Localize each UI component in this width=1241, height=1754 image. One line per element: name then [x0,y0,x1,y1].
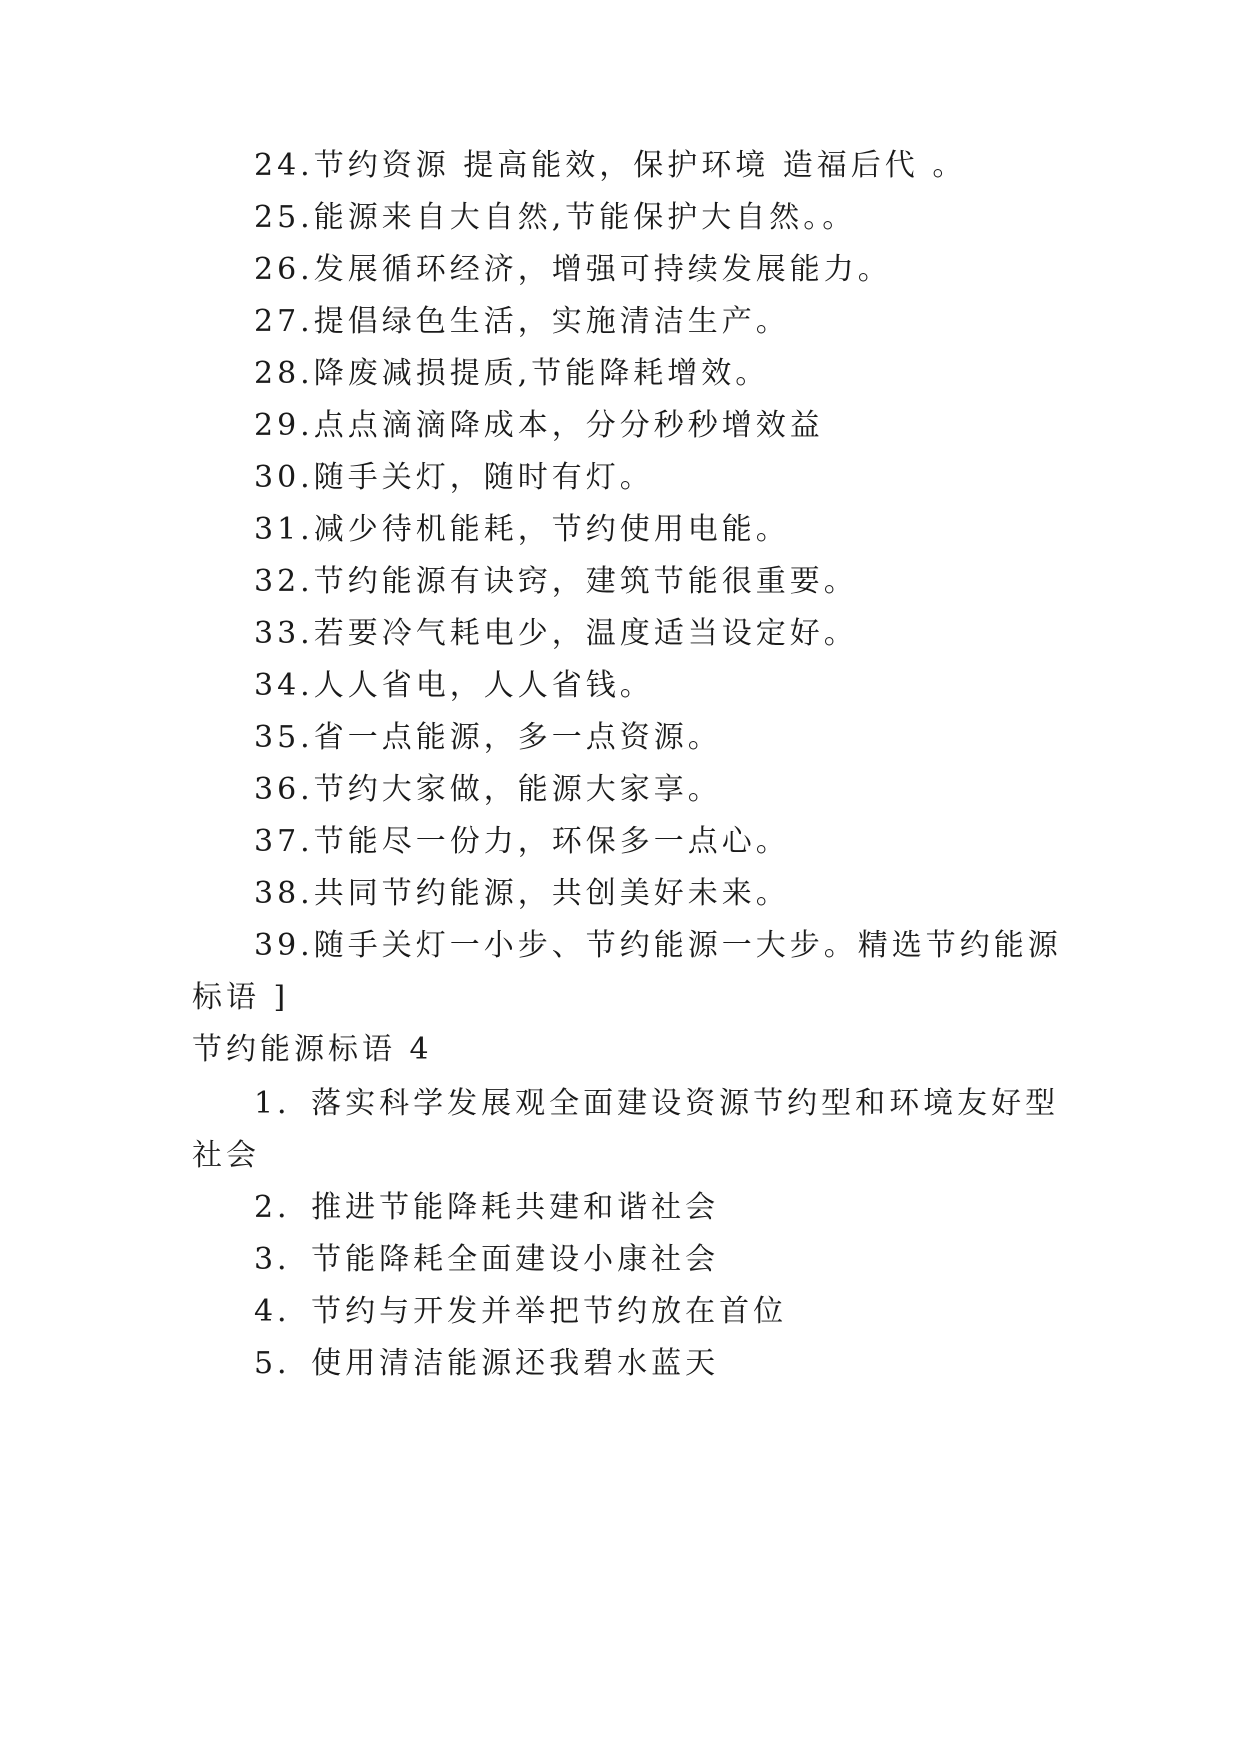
slogan-1-continued: 社会 [192,1138,260,1173]
slogan-39: 39.随手关灯一小步、节约能源一大步。精选节约能源 [254,928,1062,963]
slogan-37: 37.节能尽一份力，环保多一点心。 [254,824,790,859]
slogan-24: 24.节约资源 提高能效，保护环境 造福后代 。 [254,148,967,183]
slogan-2: 2．推进节能降耗共建和谐社会 [254,1190,720,1225]
slogan-39-continued: 标语 ] [192,980,290,1015]
slogan-29: 29.点点滴滴降成本，分分秒秒增效益 [254,408,824,443]
slogan-31: 31.减少待机能耗，节约使用电能。 [254,512,790,547]
slogan-27: 27.提倡绿色生活，实施清洁生产。 [254,304,790,339]
slogan-26: 26.发展循环经济，增强可持续发展能力。 [254,252,892,287]
slogan-36: 36.节约大家做，能源大家享。 [254,772,722,807]
slogan-35: 35.省一点能源，多一点资源。 [254,720,722,755]
slogan-32: 32.节约能源有诀窍，建筑节能很重要。 [254,564,858,599]
slogan-34: 34.人人省电，人人省钱。 [254,668,654,703]
slogan-4: 4．节约与开发并举把节约放在首位 [254,1294,788,1329]
slogan-30: 30.随手关灯，随时有灯。 [254,460,654,495]
section-heading: 节约能源标语 4 [192,1032,433,1067]
slogan-3: 3．节能降耗全面建设小康社会 [254,1242,720,1277]
slogan-28: 28.降废减损提质,节能降耗增效。 [254,356,770,391]
slogan-5: 5．使用清洁能源还我碧水蓝天 [254,1346,720,1381]
slogan-1: 1．落实科学发展观全面建设资源节约型和环境友好型 [254,1086,1060,1121]
slogan-38: 38.共同节约能源，共创美好未来。 [254,876,790,911]
slogan-25: 25.能源来自大自然,节能保护大自然。。 [254,200,857,235]
slogan-33: 33.若要冷气耗电少，温度适当设定好。 [254,616,858,651]
